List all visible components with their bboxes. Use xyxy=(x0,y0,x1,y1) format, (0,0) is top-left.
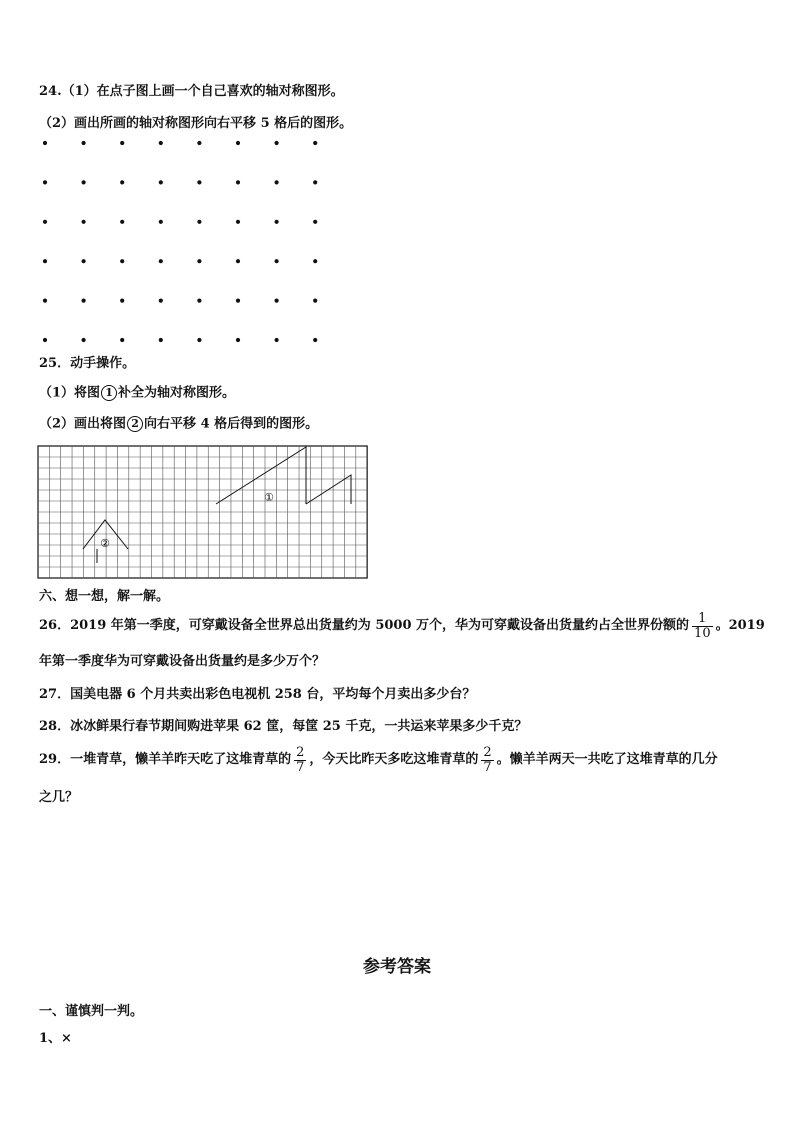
grid-dot xyxy=(197,180,201,184)
grid-dot xyxy=(120,299,124,303)
q29-line1: 29．一堆青草，懒羊羊昨天吃了这堆青草的 $\frac{2}{7}$ ，今天比昨天多吃这堆青草的 $\frac{2}{7}$ 。懒羊羊两天一共吃了这堆青草的几分 xyxy=(39,744,718,775)
grid-dot xyxy=(236,299,240,303)
grid-dot xyxy=(120,338,124,342)
grid-dot xyxy=(313,299,317,303)
grid-dot xyxy=(197,299,201,303)
q26-line1: 26．2019 年第一季度，可穿戴设备全世界总出货量约为 5000 万个，华为可穿戴设备出货量约占全世界份额的 $\frac{1}{10}$ 。2019 xyxy=(39,610,765,641)
grid-dot xyxy=(159,338,163,342)
answer-item-1: 1、× xyxy=(39,1031,72,1046)
grid-dot xyxy=(236,259,240,263)
grid-dot xyxy=(159,299,163,303)
figure-2-label: ② xyxy=(100,537,110,550)
fraction-2-7-a: $\frac{2}{7}$ xyxy=(296,744,305,775)
grid-dot xyxy=(159,220,163,224)
grid-dot xyxy=(197,338,201,342)
q26-line2: 年第一季度华为可穿戴设备出货量约是多少万个？ xyxy=(39,654,326,669)
grid-dot xyxy=(159,259,163,263)
grid-dot xyxy=(82,180,86,184)
grid-dot xyxy=(313,141,317,145)
grid-dot xyxy=(197,259,201,263)
grid-dot xyxy=(236,180,240,184)
q25-part1: （1）将图 1 补全为轴对称图形。 xyxy=(39,385,236,401)
grid-dot xyxy=(82,338,86,342)
grid-dot xyxy=(43,259,47,263)
grid-dot xyxy=(120,180,124,184)
grid-dot xyxy=(159,141,163,145)
grid-dot xyxy=(43,180,47,184)
q28: 28．冰冰鲜果行春节期间购进苹果 62 筐，每筐 25 千克，一共运来苹果多少千克？ xyxy=(39,719,528,734)
grid-dot xyxy=(120,259,124,263)
circled-number-2: 2 xyxy=(127,416,143,432)
figure-1-label: ① xyxy=(264,491,274,504)
section-6-title: 六、想一想，解一解。 xyxy=(39,589,170,604)
grid-dot xyxy=(82,220,86,224)
grid-dot xyxy=(82,141,86,145)
grid-dot xyxy=(313,180,317,184)
grid-dot xyxy=(275,141,279,145)
fraction-2-7-b: $\frac{2}{7}$ xyxy=(483,744,492,775)
q27: 27．国美电器 6 个月共卖出彩色电视机 258 台，平均每个月卖出多少台？ xyxy=(39,687,476,702)
grid-dot xyxy=(236,338,240,342)
grid-dot xyxy=(43,141,47,145)
q25-title: 25．动手操作。 xyxy=(39,356,136,371)
figure-1-right-triangle xyxy=(216,447,306,504)
grid-dot xyxy=(275,259,279,263)
grid-dot xyxy=(313,259,317,263)
grid-dot xyxy=(275,180,279,184)
grid-dot xyxy=(120,141,124,145)
q24-part1: 24.（1）在点子图上画一个自己喜欢的轴对称图形。 xyxy=(39,84,344,99)
grid-dot xyxy=(275,220,279,224)
q25-part2: （2）画出将图 2 向右平移 4 格后得到的图形。 xyxy=(39,416,319,432)
fraction-1-10: $\frac{1}{10}$ xyxy=(694,610,711,641)
grid-dot xyxy=(236,220,240,224)
grid-dot xyxy=(43,220,47,224)
grid-dot xyxy=(43,338,47,342)
grid-dot xyxy=(313,338,317,342)
answers-heading: 参考答案 xyxy=(363,957,431,977)
grid-dot xyxy=(82,259,86,263)
grid-dot xyxy=(197,141,201,145)
grid-dot xyxy=(159,180,163,184)
grid-dot xyxy=(120,220,124,224)
grid-dot xyxy=(313,220,317,224)
q29-line2: 之几？ xyxy=(39,790,79,805)
dot-grid xyxy=(43,141,317,342)
circled-number-1: 1 xyxy=(101,385,117,401)
grid-dot xyxy=(275,338,279,342)
grid-dot xyxy=(197,220,201,224)
grid-dot xyxy=(43,299,47,303)
grid-dot xyxy=(275,299,279,303)
answers-section-1: 一、谨慎判一判。 xyxy=(39,1004,144,1019)
q24-part2: （2）画出所画的轴对称图形向右平移 5 格后的图形。 xyxy=(39,116,353,131)
square-grid xyxy=(38,446,367,578)
grid-dot xyxy=(236,141,240,145)
grid-dot xyxy=(82,299,86,303)
